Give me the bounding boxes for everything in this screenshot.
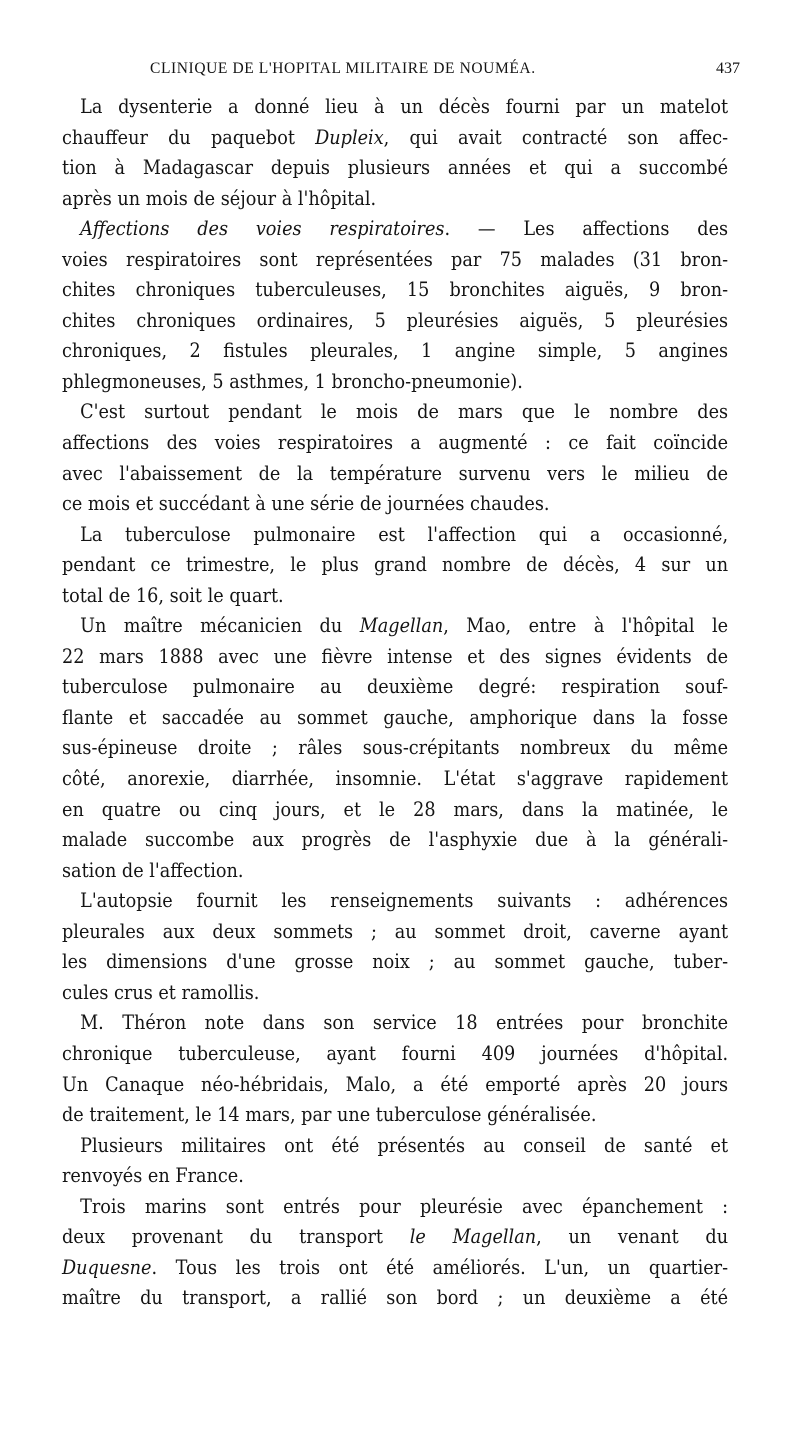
text-run: chites chroniques ordinaires, 5 pleurésies aiguës, 5 pleurésies xyxy=(62,308,729,332)
text-line xyxy=(62,489,728,520)
page-number: 437 xyxy=(716,60,740,77)
text-run: . Tous les trois ont été améliorés. L'un, un quartier- xyxy=(151,1255,729,1279)
text-line xyxy=(62,1100,728,1131)
text-line xyxy=(62,520,728,551)
text-run: sus-épineuse droite ; râles sous-crépitants nombreux du même xyxy=(62,736,729,760)
text-run: L'autopsie fournit les renseignements suivants : adhérences xyxy=(80,889,729,913)
text-run: chites chroniques tuberculeuses, 15 bronchites aiguës, 9 bron- xyxy=(62,278,729,302)
text-line xyxy=(62,367,728,398)
text-run: Trois marins sont entrés pour pleurésie avec épanchement : xyxy=(80,1194,729,1218)
text-line xyxy=(62,1253,728,1284)
text-line xyxy=(62,886,728,917)
text-line xyxy=(62,611,728,642)
text-run: Un Canaque néo-hébridais, Malo, a été emporté après 20 jours xyxy=(62,1072,729,1096)
text-run: chronique tuberculeuse, ayant fourni 409 journées d'hôpital. xyxy=(62,1041,729,1065)
text-line xyxy=(62,306,728,337)
text-line xyxy=(62,764,728,795)
text-line xyxy=(62,1039,728,1070)
text-line xyxy=(62,978,728,1009)
italic-text-run: Affections des voies respiratoires xyxy=(80,217,445,241)
text-run: C'est surtout pendant le mois de mars que le nombre des xyxy=(80,400,729,424)
text-line xyxy=(62,245,728,276)
text-run: en quatre ou cinq jours, et le 28 mars, dans la matinée, le xyxy=(62,797,729,821)
text-line xyxy=(62,336,728,367)
italic-text-run: Magellan xyxy=(359,614,444,638)
italic-text-run: Duquesne xyxy=(62,1255,152,1279)
text-run: pleurales aux deux sommets ; au sommet droit, caverne ayant xyxy=(62,919,729,943)
text-line xyxy=(62,581,728,612)
text-line xyxy=(62,733,728,764)
text-line xyxy=(62,825,728,856)
text-run: maître du transport, a rallié son bord ; un deuxième a été xyxy=(62,1286,729,1310)
text-run: 22 mars 1888 avec une fièvre intense et des signes évidents de xyxy=(62,644,729,668)
text-line xyxy=(62,947,728,978)
text-line xyxy=(62,1008,728,1039)
text-line xyxy=(62,856,728,887)
text-run: , qui avait contracté son affec- xyxy=(383,125,729,149)
text-run: sation de l'affection. xyxy=(62,858,244,882)
text-run: chauffeur du paquebot xyxy=(62,125,316,149)
text-run: de traitement, le 14 mars, par une tuberculose généralisée. xyxy=(62,1103,597,1127)
text-line xyxy=(62,153,728,184)
text-run: ce mois et succédant à une série de journées chaudes. xyxy=(62,492,550,516)
text-run: affections des voies respiratoires a augmenté : ce fait coïncide xyxy=(62,431,729,455)
text-run: cules crus et ramollis. xyxy=(62,980,260,1004)
text-run: les dimensions d'une grosse noix ; au sommet gauche, tuber- xyxy=(62,950,729,974)
text-line xyxy=(62,275,728,306)
running-header xyxy=(150,60,740,84)
text-line xyxy=(62,1283,728,1314)
text-run: , un venant du xyxy=(536,1225,729,1249)
text-run: avec l'abaissement de la température survenu vers le milieu de xyxy=(62,461,729,485)
text-run: renvoyés en France. xyxy=(62,1164,244,1188)
text-run: malade succombe aux progrès de l'asphyxie due à la générali- xyxy=(62,828,729,852)
running-title: CLINIQUE DE L'HOPITAL MILITAIRE DE NOUMÉA. xyxy=(150,60,536,77)
text-run: total de 16, soit le quart. xyxy=(62,583,284,607)
text-run: , Mao, entre à l'hôpital le xyxy=(443,614,729,638)
text-line xyxy=(62,123,728,154)
italic-text-run: le Magellan xyxy=(409,1225,537,1249)
text-line xyxy=(62,672,728,703)
text-run: M. Théron note dans son service 18 entrées pour bronchite xyxy=(80,1011,729,1035)
text-line xyxy=(62,550,728,581)
text-line xyxy=(62,1222,728,1253)
text-run: chroniques, 2 fistules pleurales, 1 angine simple, 5 angines xyxy=(62,339,729,363)
text-line xyxy=(62,214,728,245)
text-run: tion à Madagascar depuis plusieurs années et qui a succombé xyxy=(62,156,729,180)
text-line xyxy=(62,917,728,948)
text-line xyxy=(62,397,728,428)
text-run: Un maître mécanicien du xyxy=(80,614,360,638)
text-line xyxy=(62,1131,728,1162)
text-line xyxy=(62,703,728,734)
body-text xyxy=(62,92,728,1314)
text-run: deux provenant du transport xyxy=(62,1225,410,1249)
text-run: flante et saccadée au sommet gauche, amphorique dans la fosse xyxy=(62,705,729,729)
text-run: tuberculose pulmonaire au deuxième degré: respiration souf- xyxy=(62,675,729,699)
italic-text-run: Dupleix xyxy=(315,125,384,149)
text-line xyxy=(62,795,728,826)
text-run: côté, anorexie, diarrhée, insomnie. L'état s'aggrave rapidement xyxy=(62,767,729,791)
text-line xyxy=(62,1070,728,1101)
text-line xyxy=(62,184,728,215)
text-run: voies respiratoires sont représentées par 75 malades (31 bron- xyxy=(62,247,729,271)
text-run: après un mois de séjour à l'hôpital. xyxy=(62,186,377,210)
text-run: La tuberculose pulmonaire est l'affection qui a occasionné, xyxy=(80,522,729,546)
text-run: . — Les affections des xyxy=(444,217,729,241)
text-run: La dysenterie a donné lieu à un décès fourni par un matelot xyxy=(80,95,729,118)
text-run: phlegmoneuses, 5 asthmes, 1 broncho-pneumonie). xyxy=(62,369,523,393)
text-line xyxy=(62,1192,728,1223)
text-run: Plusieurs militaires ont été présentés au conseil de santé et xyxy=(80,1133,729,1157)
text-line xyxy=(62,459,728,490)
text-line xyxy=(62,92,728,123)
text-line xyxy=(62,1161,728,1192)
text-line xyxy=(62,642,728,673)
text-line xyxy=(62,428,728,459)
text-run: pendant ce trimestre, le plus grand nombre de décès, 4 sur un xyxy=(62,553,729,577)
